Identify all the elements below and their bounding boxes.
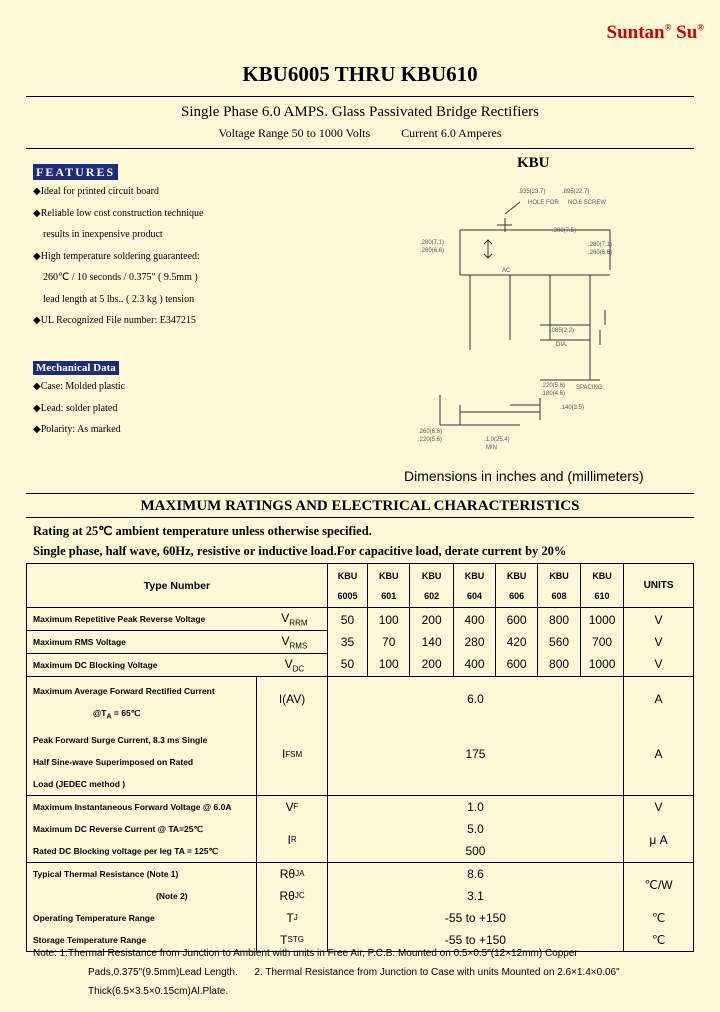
units-header: UNITS xyxy=(624,564,694,608)
dim-label: .220(5.6) xyxy=(541,383,566,389)
param-symbol: I(AV) xyxy=(278,692,306,706)
param-label: Maximum Repetitive Peak Reverse Voltage xyxy=(33,614,206,624)
value-cell: 50 xyxy=(340,613,355,627)
dim-label: HOLE FOR xyxy=(528,200,559,206)
ratings-table xyxy=(26,563,694,952)
param-label: Maximum Average Forward Rectified Current xyxy=(33,686,215,696)
param-label: Peak Forward Surge Current, 8.3 ms Single xyxy=(33,734,208,745)
param-symbol: V F xyxy=(285,799,299,814)
value-cell: 800 xyxy=(549,657,570,671)
dim-label: DIA. xyxy=(556,342,568,348)
value-cell: 600 xyxy=(506,657,527,671)
part-header: KBU 606 xyxy=(496,564,538,608)
param-label: Operating Temperature Range xyxy=(33,912,155,923)
dim-label: .895(22.7) xyxy=(562,189,590,195)
mechanical-list xyxy=(33,376,125,441)
unit-cell: ℃ xyxy=(651,932,666,947)
value-cell: 400 xyxy=(464,613,485,627)
section-divider xyxy=(26,493,694,494)
param-label: Maximum DC Blocking Voltage xyxy=(33,660,158,670)
param-label: Maximum Instantaneous Forward Voltage @ 6.0A xyxy=(33,801,232,812)
param-label: Half Sine-wave Superimposed on Rated xyxy=(33,756,194,767)
part-header: KBU 6005 xyxy=(327,564,367,608)
dim-label: AC xyxy=(502,268,511,274)
param-symbol: T STG xyxy=(280,932,304,947)
package-outline-drawing xyxy=(400,180,700,455)
features-section xyxy=(33,163,118,181)
param-symbol: $V_{DC}$ xyxy=(284,656,305,674)
dim-label: .280(7.1) xyxy=(588,242,613,248)
mechanical-line: ◆Lead: solder plated xyxy=(33,402,118,414)
dim-label: SPACING xyxy=(576,385,603,391)
type-number-header: Type Number xyxy=(27,564,328,608)
value-cell: 175 xyxy=(465,747,486,761)
brand-registered-mark: ® xyxy=(664,22,672,33)
param-label: Maximum DC Reverse Current @ TA=25℃ xyxy=(33,823,204,834)
dim-label: MIN xyxy=(486,445,497,451)
unit-cell: V xyxy=(654,635,663,649)
feature-line: results in inexpensive product xyxy=(43,229,163,240)
unit-cell: ℃ xyxy=(651,910,666,925)
dim-label: .260(6.6) xyxy=(418,429,443,435)
dim-label: .260(6.6) xyxy=(420,248,445,254)
brand-name: Suntan xyxy=(606,22,665,43)
value-cell: 560 xyxy=(549,635,570,649)
note-line: Note: 1.Thermal Resistance from Junction to Ambient with units in Free Air, P.C.B. Mounted on 0.5×0.5"(12×12mm) Copper xyxy=(33,948,578,959)
table-row xyxy=(27,608,694,677)
brand-registered-mark-2: ® xyxy=(697,22,704,33)
value-cell: 420 xyxy=(506,635,527,649)
param-label: Maximum RMS Voltage xyxy=(33,637,126,647)
table-row xyxy=(27,795,694,862)
dim-label: .085(2.2) xyxy=(550,328,575,334)
param-symbol: Rθ JC xyxy=(279,888,305,903)
value-cell: 3.1 xyxy=(467,888,484,903)
part-header: KBU 608 xyxy=(538,564,581,608)
param-label: Rated DC Blocking voltage per leg TA = 125℃ xyxy=(33,845,219,856)
dim-label: NO.6 SCREW xyxy=(568,200,607,206)
mechanical-section xyxy=(33,358,119,376)
value-cell: 1000 xyxy=(588,613,616,627)
voltage-range: Voltage Range 50 to 1000 Volts xyxy=(218,126,371,140)
rating-note: Rating at 25℃ ambient temperature unless otherwise specified. xyxy=(33,524,372,538)
note-line: Thick(6.5×3.5×0.15cm)Al.Plate. xyxy=(88,986,229,997)
value-cell: 50 xyxy=(340,657,355,671)
current-rating: Current 6.0 Amperes xyxy=(401,126,502,140)
value-cell: 100 xyxy=(378,613,399,627)
feature-line: ◆Ideal for printed circuit board xyxy=(33,186,159,197)
part-header: KBU 610 xyxy=(581,564,624,608)
dim-label: .180(4.6) xyxy=(541,391,566,397)
param-symbol: $V_{RRM}$ xyxy=(281,610,308,628)
value-cell: 200 xyxy=(421,657,442,671)
feature-line: lead length at 5 lbs.. ( 2.3 kg ) tension xyxy=(43,293,195,305)
dim-label: .300(7.5) xyxy=(552,228,577,234)
feature-line: ◆UL Recognized File number: E347215 xyxy=(33,315,196,326)
value-cell: 800 xyxy=(549,613,570,627)
value-cell: 1.0 xyxy=(467,799,484,814)
value-cell: 5.0 xyxy=(467,821,484,836)
param-symbol: $V_{RMS}$ xyxy=(281,633,308,651)
value-cell: 70 xyxy=(382,635,396,649)
package-name: KBU xyxy=(517,155,550,171)
rating-note: Single phase, half wave, 60Hz, resistive or inductive load.For capacitive load, derate current by 20% xyxy=(33,544,567,558)
note-line: Pads,0.375"(9.5mm)Lead Length. 2. Thermal Resistance from Junction to Case with units Mounted on 2.6×1.4×0.06" xyxy=(88,967,620,978)
param-label: (Note 2) xyxy=(156,890,188,901)
dim-label: .260(6.6) xyxy=(588,250,613,256)
part-header: KBU 602 xyxy=(410,564,454,608)
value-cell: 280 xyxy=(464,635,485,649)
feature-line: ◆High temperature soldering guaranteed: xyxy=(33,250,200,262)
mechanical-heading: Mechanical Data xyxy=(33,361,119,375)
table-header-row xyxy=(27,564,694,608)
unit-cell: V xyxy=(654,657,663,671)
value-cell: 400 xyxy=(464,657,485,671)
features-list xyxy=(33,181,203,332)
part-header: KBU 604 xyxy=(453,564,495,608)
unit-cell: μ A xyxy=(649,832,668,847)
features-heading: FEATURES xyxy=(33,164,118,180)
param-label: Storage Temperature Range xyxy=(33,934,147,945)
part-header: KBU 601 xyxy=(368,564,410,608)
dim-label: .280(7.1) xyxy=(420,240,445,246)
subtitle-divider xyxy=(26,148,694,149)
param-condition: $@T_A$ = 65℃ xyxy=(93,708,141,721)
value-cell: 8.6 xyxy=(467,866,484,881)
unit-cell: A xyxy=(654,747,663,761)
section-divider-2 xyxy=(26,517,694,518)
table-row xyxy=(27,677,694,796)
value-cell: 500 xyxy=(465,843,486,858)
unit-cell: ℃/W xyxy=(644,877,673,892)
mechanical-line: ◆Case: Molded plastic xyxy=(33,381,126,392)
table-row xyxy=(27,862,694,951)
param-label: Typical Thermal Resistance (Note 1) xyxy=(33,868,179,879)
value-cell: -55 to +150 xyxy=(444,932,506,947)
title-divider xyxy=(26,96,694,97)
param-symbol: I FSM xyxy=(281,747,303,761)
notes xyxy=(33,944,713,1001)
param-symbol: T J xyxy=(286,910,298,925)
unit-cell: V xyxy=(654,613,663,627)
param-symbol: I R xyxy=(287,832,297,847)
dim-label: .220(5.6) xyxy=(418,437,443,443)
value-cell: 200 xyxy=(421,613,442,627)
value-cell: 700 xyxy=(592,635,613,649)
value-cell: 35 xyxy=(340,635,355,649)
brand-suffix: Su xyxy=(676,22,698,43)
page-title: KBU6005 THRU KBU610 xyxy=(242,62,478,86)
unit-cell: V xyxy=(654,799,663,814)
param-label: Load (JEDEC method ) xyxy=(33,778,126,789)
param-symbol: Rθ JA xyxy=(279,866,305,881)
value-cell: 6.0 xyxy=(467,692,484,706)
mechanical-line: ◆Polarity: As marked xyxy=(33,424,121,435)
subtitle: Single Phase 6.0 AMPS. Glass Passivated Bridge Rectifiers xyxy=(181,104,539,120)
dim-label: .140(3.5) xyxy=(560,405,585,411)
feature-line: 260℃ / 10 seconds / 0.375" ( 9.5mm ) xyxy=(43,272,198,283)
dimensions-caption: Dimensions in inches and (millimeters) xyxy=(404,468,644,484)
feature-line: ◆Reliable low cost construction technique xyxy=(33,207,204,219)
value-cell: 600 xyxy=(506,613,527,627)
value-cell: 140 xyxy=(421,635,442,649)
value-cell: 100 xyxy=(378,657,399,671)
unit-cell: A xyxy=(654,692,663,706)
ratings-summary xyxy=(0,126,720,141)
brand-logo xyxy=(607,22,704,44)
value-cell: -55 to +150 xyxy=(444,910,506,925)
value-cell: 1000 xyxy=(588,657,616,671)
ratings-section-heading: MAXIMUM RATINGS AND ELECTRICAL CHARACTERISTICS xyxy=(140,498,580,514)
dim-label: .935(23.7) xyxy=(518,189,546,195)
dim-label: .1.0(25.4) xyxy=(484,437,510,443)
